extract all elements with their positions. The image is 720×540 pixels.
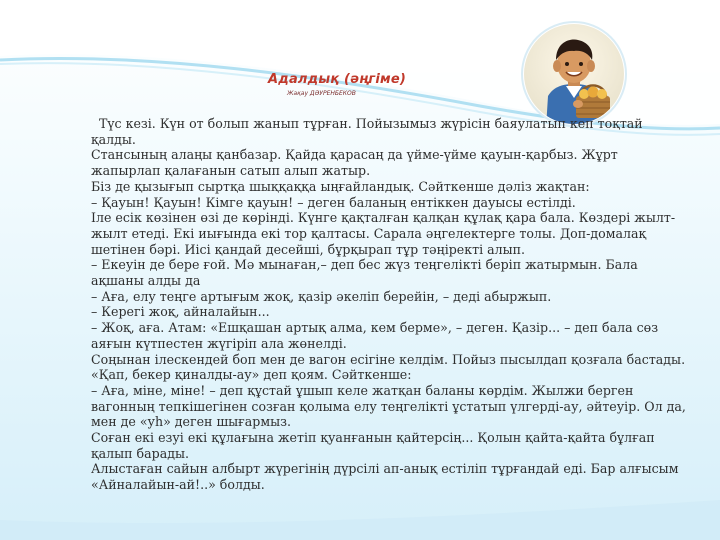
story-line: – Қауын! Қауын! Кімге қауын! – деген баланың ентіккен дауысы естілді. (91, 194, 576, 210)
story-author: Жақау ДӘУРЕНБЕКОВ (287, 90, 356, 97)
story-line: Түс кезі. Күн от болып жанып тұрған. Пойызымыз жүрісін баяулатып кеп тоқтай қалды. (91, 116, 647, 147)
story-line: – Аға, міне, міне! – деп құстай ұшып келе жатқан баланы көрдім. Жылжи берген вагонның тепкішегінен созған қолыма елу теңгелікті ұстатып үлгерді-ау, әйтеуір. Ол да, мен де «уһ» деген шығармыз. (91, 382, 686, 430)
story-line: Іле есік көзінен өзі де көрінді. Күнге қақталған қалқан құлақ қара бала. Көздері жылт-жылт етеді. Екі иығында екі тор қалтасы. Сарала әңгелектерге толы. Доп-домалақ шетінен бәрі. Иісі қандай десейші, бұрқырап тұр тәңіректі алып. (91, 210, 676, 257)
story-line: Стансының алаңы қанбазар. Қайда қарасаң да үйме-үйме қауын-қарбыз. Жұрт жапырлап қалағанын сатып алып жатыр. (91, 147, 618, 179)
story-line: – Керегі жоқ, айналайын... (91, 304, 270, 320)
story-line: – Екеуін де бере ғой. Мә мынаған,– деп бес жүз теңгелікті беріп жатырмын. Бала ақшаны алды да (91, 257, 638, 289)
story-line: – Жоқ, аға. Атам: «Ешқашан артық алма, кем берме», – деген. Қазір... – деп бала сөз аяғын күтпестен жүгіріп ала жөнелді. (91, 320, 659, 351)
story-line: Соңынан ілескендей боп мен де вагон есігіне келдім. Пойыз пысылдап қозғала бастады. «Қап, бекер қиналды-ау» деп қоям. Сәйткенше: (91, 351, 686, 383)
story-line: Біз де қызығып сыртқа шыққаққа ыңғайландық. Сәйткенше дәліз жақтан: (91, 178, 590, 194)
story-title: Адалдық (әңгіме) (268, 72, 407, 87)
story-line: – Аға, елу теңге артығым жоқ, қазір әкеліп берейін, – деді абыржып. (91, 288, 552, 304)
story-line: Алыстаған сайын албырт жүрегінің дүрсілі ап-анық естіліп тұрғандай еді. Бар алғысым «Айналайын-ай!..» болды. (91, 461, 679, 493)
story-body (91, 116, 686, 493)
boy-with-basket-image (520, 20, 628, 128)
story-line: Соған екі езуі екі құлағына жетіп қуанғанын қайтерсің... Қолын қайта-қайта бұлғап қалып барады. (91, 430, 655, 461)
